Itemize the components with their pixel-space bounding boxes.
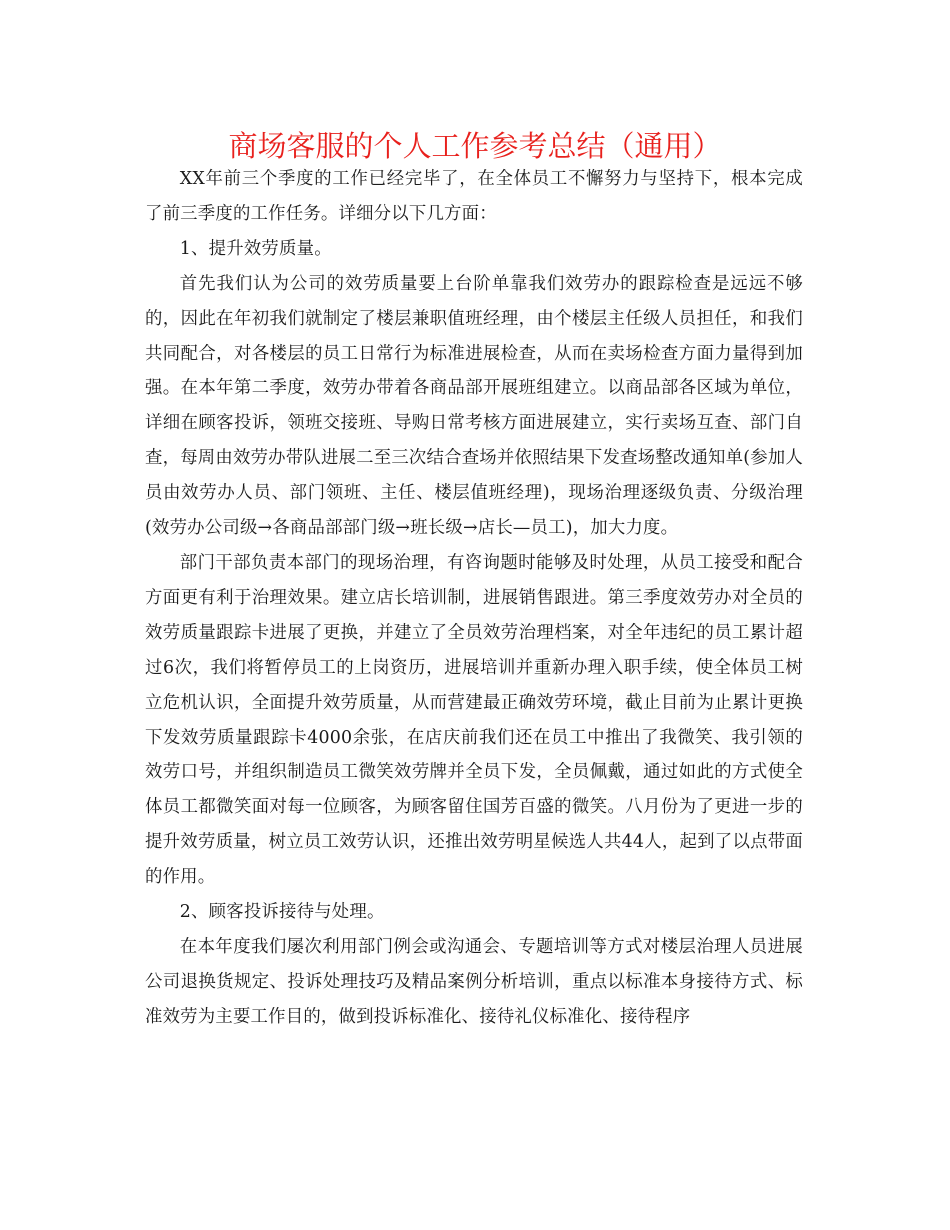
intro-paragraph: XX年前三个季度的工作已经完毕了，在全体员工不懈努力与坚持下，根本完成了前三季度的工作任务。详细分以下几方面： [145, 169, 803, 224]
section-heading-complaint-handling: 2、顾客投诉接待与处理。 [179, 902, 385, 923]
section-heading-service-quality: 1、提升效劳质量。 [179, 238, 332, 259]
body-paragraph: 部门干部负责本部门的现场治理，有咨询题时能够及时处理，从员工接受和配合方面更有利于治理效果。建立店长培训制，进展销售跟进。第三季度效劳办对全员的效劳质量跟踪卡进展了更换，并建立了全员效劳治理档案，对全年违纪的员工累计超过6次，我们将暂停员工的上岗资历，进展培训并重新办理入职手续，使全体员工树立危机认识，全面提升效劳质量，从而营建最正确效劳环境，截止目前为止累计更换下发效劳质量跟踪卡4000余张，在店庆前我们还在员工中推出了我微笑、我引领的效劳口号，并组织制造员工微笑效劳牌并全员下发，全员佩戴，通过如此的方式使全体员工都微笑面对每一位顾客，为顾客留住国芳百盛的微笑。八月份为了更进一步的提升效劳质量，树立员工效劳认识，还推出效劳明星候选人共44人，起到了以点带面的作用。 [145, 552, 803, 888]
body-paragraph: 在本年度我们屡次利用部门例会或沟通会、专题培训等方式对楼层治理人员进展公司退换货规定、投诉处理技巧及精品案例分析培训，重点以标准本身接待方式、标准效劳为主要工作目的，做到投诉标准化、接待礼仪标准化、接待程序 [145, 936, 803, 1027]
document-title: 商场客服的个人工作参考总结（通用） [228, 129, 722, 163]
document-body [145, 162, 803, 1035]
body-paragraph: 首先我们认为公司的效劳质量要上台阶单靠我们效劳办的跟踪检查是远远不够的，因此在年初我们就制定了楼层兼职值班经理，由个楼层主任级人员担任，和我们共同配合，对各楼层的员工日常行为标准进展检查，从而在卖场检查方面力量得到加强。在本年第二季度，效劳办带着各商品部开展班组建立。以商品部各区域为单位，详细在顾客投诉，领班交接班、导购日常考核方面进展建立，实行卖场互查、部门自查，每周由效劳办带队进展二至三次结合查场并依照结果下发查场整改通知单(参加人员由效劳办人员、部门领班、主任、楼层值班经理)，现场治理逐级负责、分级治理(效劳办公司级→各商品部部门级→班长级→店长—员工)，加大力度。 [145, 273, 803, 539]
